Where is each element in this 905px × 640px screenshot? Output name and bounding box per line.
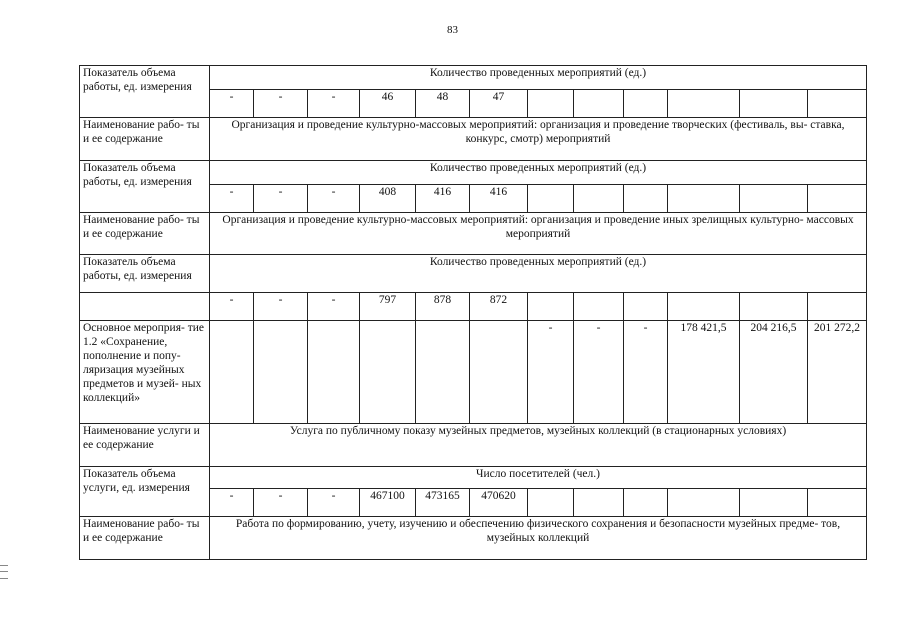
value-cell bbox=[360, 321, 416, 424]
value-cell: - bbox=[254, 90, 308, 118]
scan-margin-mark bbox=[0, 565, 8, 579]
indicator-header: Количество проведенных мероприятий (ед.) bbox=[210, 66, 867, 90]
value-cell: 48 bbox=[416, 90, 470, 118]
value-cell: 47 bbox=[470, 90, 528, 118]
value-cell: - bbox=[308, 185, 360, 213]
value-cell: - bbox=[210, 90, 254, 118]
value-cell: - bbox=[308, 90, 360, 118]
value-cell: - bbox=[308, 293, 360, 321]
value-cell: - bbox=[210, 185, 254, 213]
value-cell: 872 bbox=[470, 293, 528, 321]
value-cell: 473165 bbox=[416, 489, 470, 517]
indicator-header: Число посетителей (чел.) bbox=[210, 467, 867, 489]
value-cell bbox=[808, 293, 867, 321]
value-cell bbox=[254, 321, 308, 424]
value-cell bbox=[574, 185, 624, 213]
page-number: 83 bbox=[447, 24, 458, 36]
value-cell bbox=[668, 90, 740, 118]
value-cell: - bbox=[308, 489, 360, 517]
row-label: Показатель объема работы, ед. измерения bbox=[80, 161, 210, 213]
value-cell bbox=[740, 185, 808, 213]
value-cell bbox=[668, 489, 740, 517]
value-cell bbox=[210, 321, 254, 424]
value-cell bbox=[668, 293, 740, 321]
main-activity-label: Основное мероприя- тие 1.2 «Сохранение, пополнение и попу- ляризация музейных предметов и музей- ных коллекций» bbox=[80, 321, 210, 424]
row-label: Показатель объема услуги, ед. измерения bbox=[80, 467, 210, 517]
value-cell: - bbox=[254, 293, 308, 321]
value-cell bbox=[574, 489, 624, 517]
value-cell bbox=[624, 90, 668, 118]
value-cell: 467100 bbox=[360, 489, 416, 517]
value-cell: - bbox=[210, 489, 254, 517]
value-cell: 46 bbox=[360, 90, 416, 118]
value-cell: 416 bbox=[416, 185, 470, 213]
program-table bbox=[79, 65, 867, 560]
row-label: Показатель объема работы, ед. измерения bbox=[80, 255, 210, 293]
value-cell bbox=[574, 293, 624, 321]
value-cell bbox=[528, 293, 574, 321]
value-cell: 878 bbox=[416, 293, 470, 321]
value-cell: - bbox=[210, 293, 254, 321]
value-cell: 416 bbox=[470, 185, 528, 213]
value-cell bbox=[808, 489, 867, 517]
work-description: Организация и проведение культурно-массовых мероприятий: организация и проведение иных зрелищных культурно- массовых мероприятий bbox=[210, 213, 867, 255]
row-label: Показатель объема работы, ед. измерения bbox=[80, 66, 210, 118]
value-cell bbox=[624, 489, 668, 517]
value-cell bbox=[740, 489, 808, 517]
work-description: Работа по формированию, учету, изучению и обеспечению физического сохранения и безопасности музейных предме- тов, музейных коллекций bbox=[210, 517, 867, 560]
value-cell bbox=[808, 185, 867, 213]
row-label: Наименование рабо- ты и ее содержание bbox=[80, 213, 210, 255]
value-cell bbox=[740, 90, 808, 118]
funding-value: 178 421,5 bbox=[668, 321, 740, 424]
row-label: Наименование услуги и ее содержание bbox=[80, 424, 210, 467]
indicator-header: Количество проведенных мероприятий (ед.) bbox=[210, 255, 867, 293]
value-cell bbox=[528, 90, 574, 118]
indicator-header: Количество проведенных мероприятий (ед.) bbox=[210, 161, 867, 185]
value-cell bbox=[528, 489, 574, 517]
value-cell: - bbox=[528, 321, 574, 424]
value-cell bbox=[574, 90, 624, 118]
value-cell bbox=[624, 293, 668, 321]
value-cell bbox=[668, 185, 740, 213]
value-cell: - bbox=[254, 489, 308, 517]
value-cell bbox=[808, 90, 867, 118]
service-description: Услуга по публичному показу музейных предметов, музейных коллекций (в стационарных условиях) bbox=[210, 424, 867, 467]
row-label: Наименование рабо- ты и ее содержание bbox=[80, 517, 210, 560]
value-cell bbox=[740, 293, 808, 321]
value-cell: - bbox=[254, 185, 308, 213]
value-cell bbox=[528, 185, 574, 213]
value-cell: - bbox=[624, 321, 668, 424]
value-cell: 797 bbox=[360, 293, 416, 321]
funding-value: 201 272,2 bbox=[808, 321, 867, 424]
empty-cell bbox=[80, 293, 210, 321]
value-cell bbox=[416, 321, 470, 424]
value-cell: 408 bbox=[360, 185, 416, 213]
value-cell: 470620 bbox=[470, 489, 528, 517]
value-cell bbox=[470, 321, 528, 424]
value-cell bbox=[308, 321, 360, 424]
value-cell bbox=[624, 185, 668, 213]
work-description: Организация и проведение культурно-массовых мероприятий: организация и проведение творческих (фестиваль, вы- ставка, конкурс, смотр) мероприятий bbox=[210, 118, 867, 161]
funding-value: 204 216,5 bbox=[740, 321, 808, 424]
value-cell: - bbox=[574, 321, 624, 424]
row-label: Наименование рабо- ты и ее содержание bbox=[80, 118, 210, 161]
